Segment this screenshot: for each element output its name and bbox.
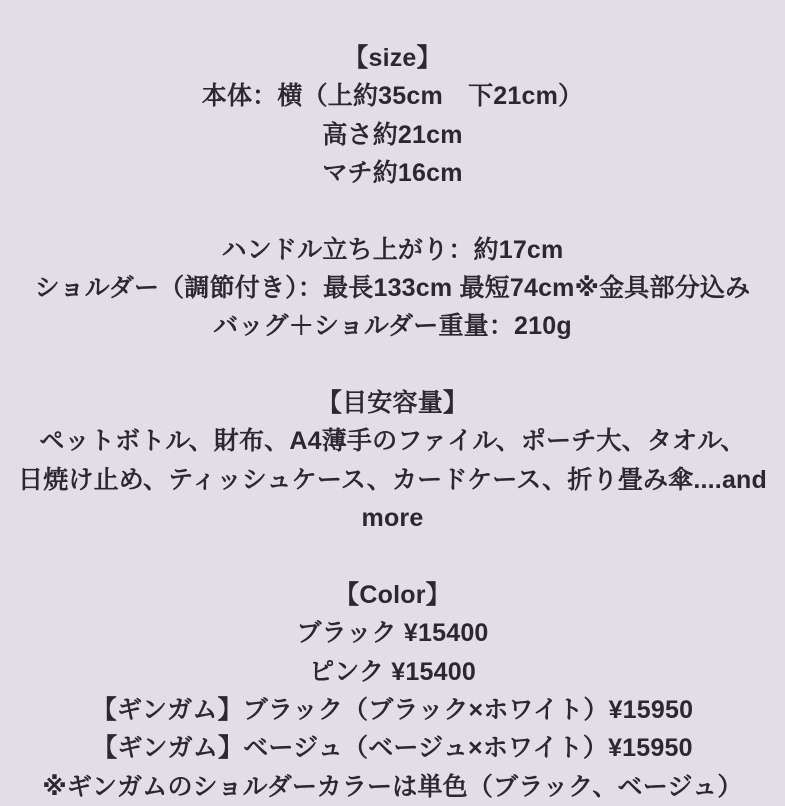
body-width-line: 本体：横（上約35cm 下21cm）: [201, 82, 584, 111]
gingham-shoulder-note-line: ※ギンガムのショルダーカラーは単色（ブラック、ベージュ）: [42, 772, 743, 801]
section-handle-shoulder: [0, 231, 785, 346]
capacity-items-line-1: ペットボトル、財布、A4薄手のファイル、ポーチ大、タオル、: [39, 427, 746, 456]
capacity-heading: 【目安容量】: [316, 389, 469, 418]
size-heading: 【size】: [343, 44, 442, 72]
color-heading: 【Color】: [334, 580, 451, 609]
shoulder-strap-line: ショルダー（調節付き）：最長133cm 最短74cm※金具部分込み: [34, 274, 751, 303]
body-depth-line: マチ約16cm: [322, 159, 463, 188]
handle-height-line: ハンドル立ち上がり：約17cm: [221, 235, 564, 264]
color-pink-price-line: ピンク ¥15400: [309, 657, 476, 686]
section-capacity: [0, 384, 785, 537]
color-black-price-line: ブラック ¥15400: [296, 619, 489, 648]
weight-line: バッグ＋ショルダー重量：210g: [213, 312, 572, 341]
section-color: [0, 576, 785, 806]
color-gingham-beige-price-line: 【ギンガム】ベージュ（ベージュ×ホワイト）¥15950: [92, 734, 693, 763]
capacity-items-line-3: more: [361, 504, 424, 533]
body-height-line: 高さ約21cm: [322, 120, 463, 149]
capacity-items-line-2: 日焼け止め、ティッシュケース、カードケース、折り畳み傘....and: [17, 465, 768, 494]
section-size: [0, 39, 785, 192]
color-gingham-black-price-line: 【ギンガム】ブラック（ブラック×ホワイト）¥15950: [91, 695, 694, 724]
